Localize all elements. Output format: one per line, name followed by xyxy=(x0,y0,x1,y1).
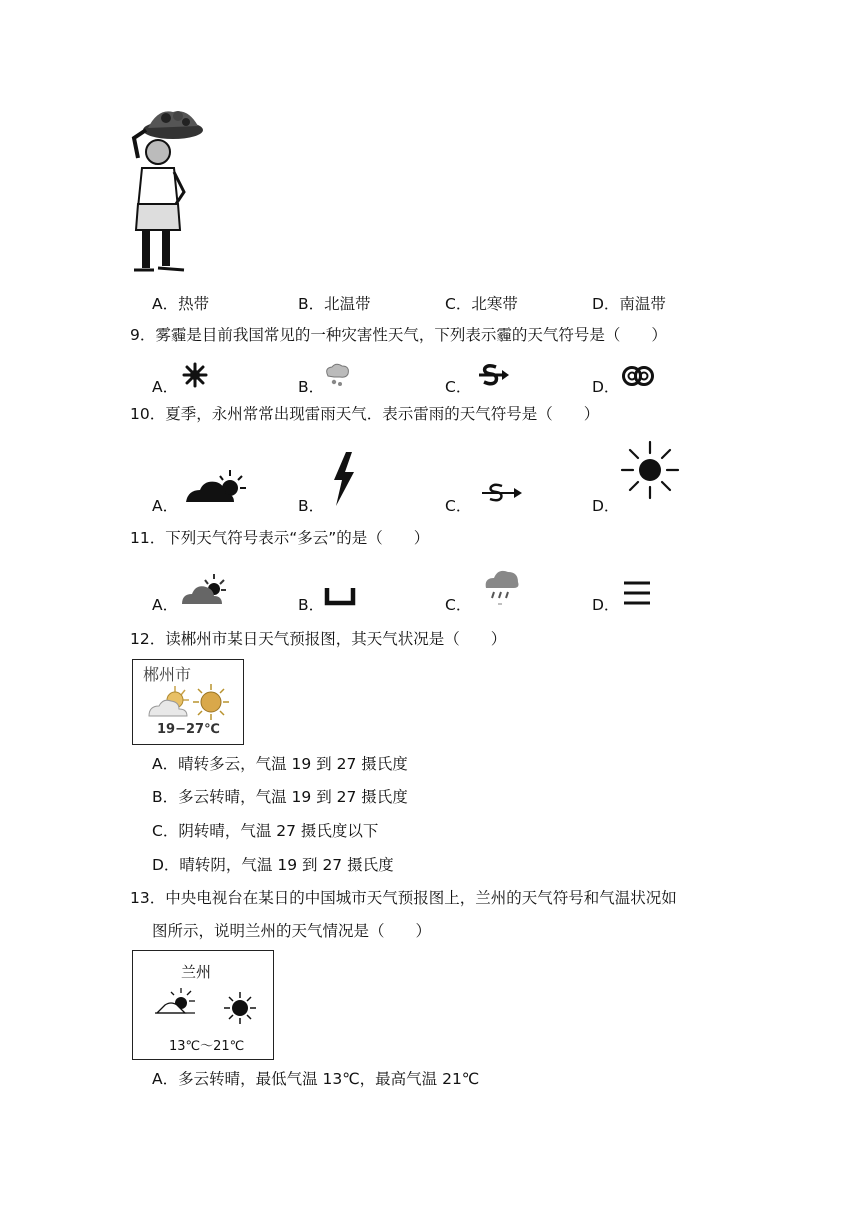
q10-option-a: A． xyxy=(152,497,179,515)
q13-choice-a: A．多云转晴，最低气温 13℃，最高气温 21℃ xyxy=(152,1070,480,1088)
q10-option-c: C． xyxy=(445,497,472,515)
q11-option-c: C． xyxy=(445,596,472,614)
q12-stem: 12．读郴州市某日天气预报图，其天气状况是（ ） xyxy=(130,630,507,648)
partly-cloudy-icon xyxy=(147,684,191,720)
q13-stem-line2: 图所示，说明兰州的天气情况是（ ） xyxy=(152,922,432,940)
q8-option-d: D．南温带 xyxy=(592,295,666,313)
sandstorm-icon xyxy=(476,362,510,388)
q11-option-b: B． xyxy=(298,596,325,614)
q13-forecast-figure xyxy=(132,950,274,1060)
q9-option-d: D． xyxy=(592,378,620,396)
q9-option-c: C． xyxy=(445,378,472,396)
partly-cloudy-icon xyxy=(155,985,197,1017)
q8-option-b: B．北温带 xyxy=(298,295,371,313)
snowflake-icon xyxy=(182,362,208,388)
q11-stem: 11．下列天气符号表示“多云”的是（ ） xyxy=(130,529,430,547)
q12-forecast-figure xyxy=(132,659,244,745)
q13-temperature: 13℃～21℃ xyxy=(169,1039,245,1054)
sandstorm-icon-small xyxy=(478,482,524,504)
lightning-icon xyxy=(330,452,356,506)
q12-city-name: 郴州市 xyxy=(143,665,192,684)
frost-icon xyxy=(324,586,356,606)
q9-option-a: A． xyxy=(152,378,179,396)
person-carrying-basket-illustration xyxy=(128,108,208,280)
q12-choice-b: B．多云转晴，气温 19 到 27 摄氏度 xyxy=(152,788,408,806)
q13-stem-line1: 13．中央电视台在某日的中国城市天气预报图上，兰州的天气符号和气温状况如 xyxy=(130,889,677,907)
fog-icon xyxy=(622,580,652,606)
q8-option-a: A．热带 xyxy=(152,295,210,313)
q12-choice-d: D．晴转阴，气温 19 到 27 摄氏度 xyxy=(152,856,394,874)
q12-choice-a: A．晴转多云，气温 19 到 27 摄氏度 xyxy=(152,755,408,773)
q12-choice-c: C．阴转晴，气温 27 摄氏度以下 xyxy=(152,822,379,840)
sun-icon xyxy=(191,682,231,722)
hail-icon xyxy=(322,362,352,388)
q9-option-b: B． xyxy=(298,378,325,396)
partly-cloudy-icon xyxy=(184,468,248,504)
q11-option-d: D． xyxy=(592,596,620,614)
partly-cloudy-icon-a xyxy=(180,572,228,606)
q10-option-b: B． xyxy=(298,497,325,515)
q10-stem: 10．夏季，永州常常出现雷雨天气．表示雷雨的天气符号是（ ） xyxy=(130,405,600,423)
q11-option-a: A． xyxy=(152,596,179,614)
q8-option-c: C．北寒带 xyxy=(445,295,518,313)
q9-stem: 9．雾霾是目前我国常见的一种灾害性天气，下列表示霾的天气符号是（ ） xyxy=(130,326,667,344)
q12-temperature: 19−27℃ xyxy=(157,722,220,737)
sun-icon xyxy=(620,438,680,502)
q13-city-name: 兰州 xyxy=(181,963,212,981)
q10-option-d: D． xyxy=(592,497,620,515)
sun-icon xyxy=(223,991,257,1025)
haze-icon xyxy=(620,364,656,388)
rain-cloud-icon xyxy=(482,566,522,606)
